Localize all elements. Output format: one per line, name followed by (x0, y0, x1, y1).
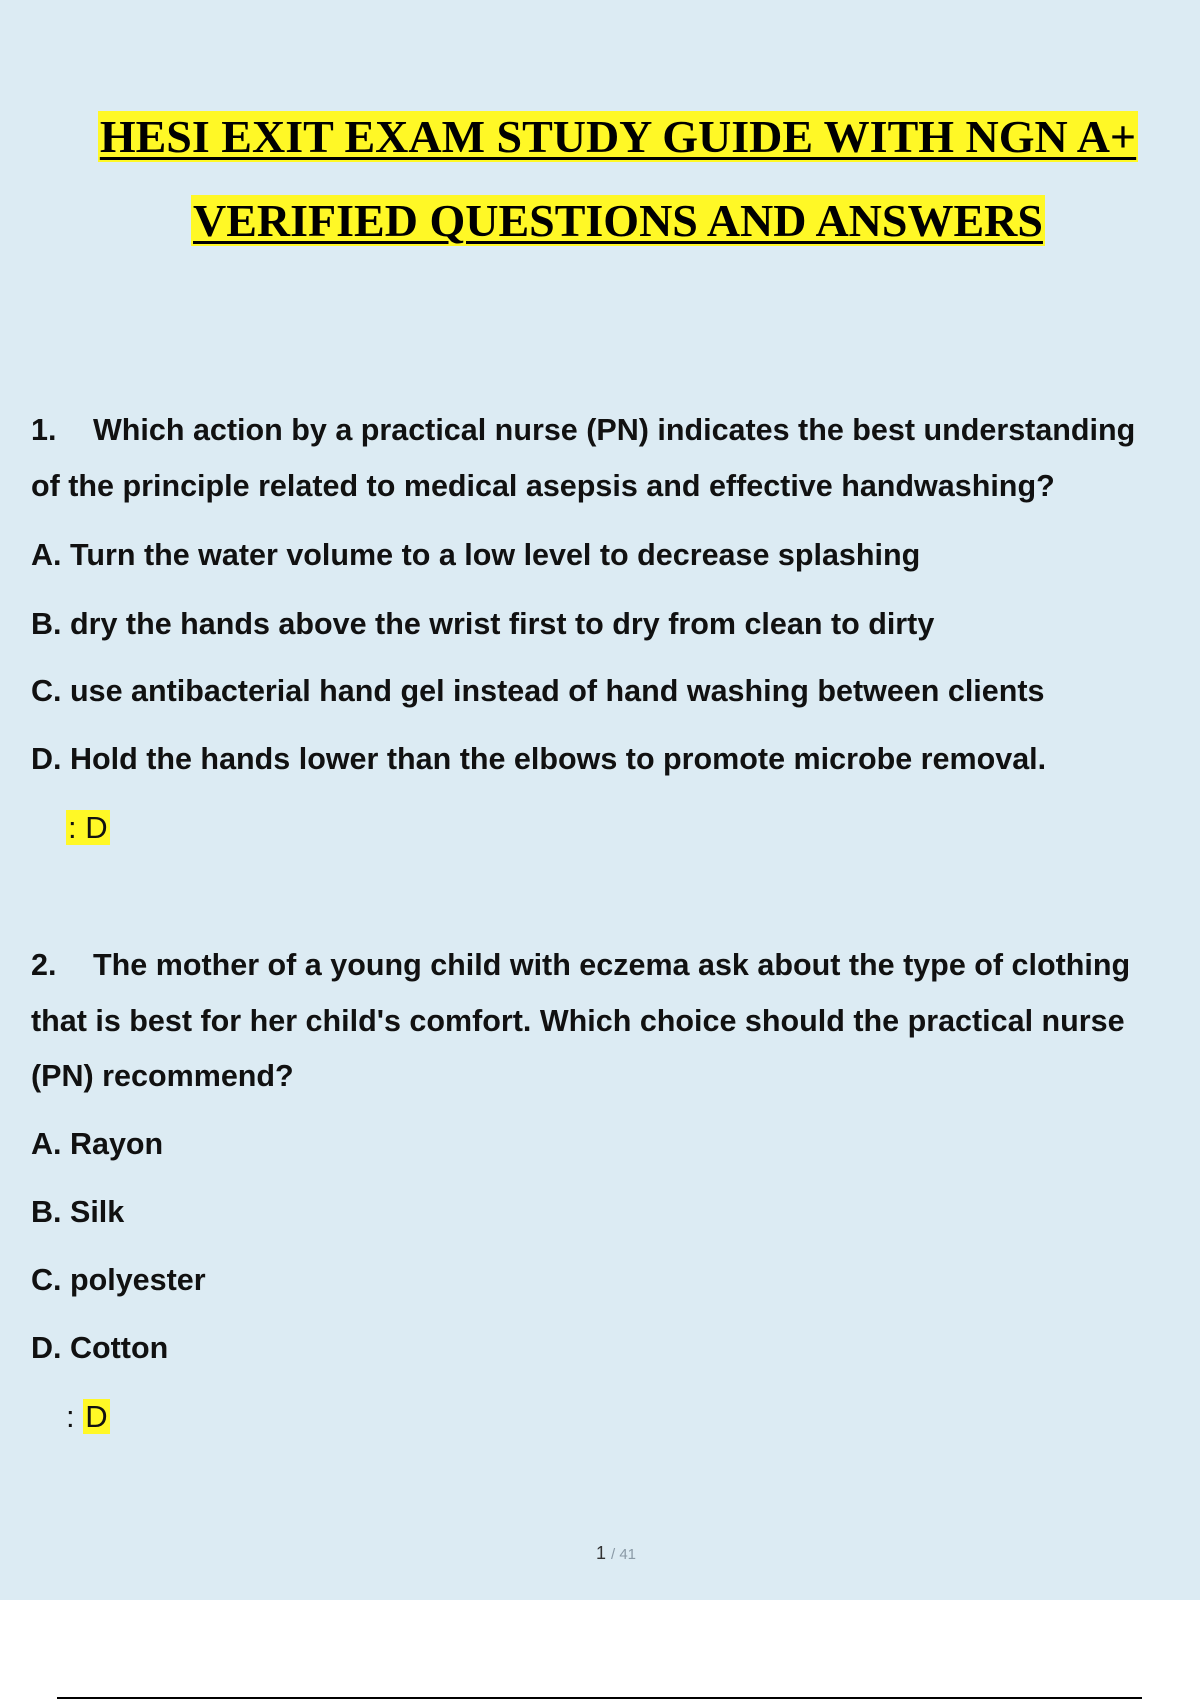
question-2-option-c: C. polyester (31, 1263, 206, 1297)
next-page-top-rule (57, 1697, 1142, 1699)
question-1-option-a: A. Turn the water volume to a low level to decrease splashing (31, 538, 921, 572)
question-1-answer (66, 810, 110, 846)
total-pages: / 41 (611, 1546, 637, 1563)
question-2-line-2: that is best for her child's comfort. Which choice should the practical nurse (31, 1004, 1125, 1038)
question-1-text-line-1 (31, 412, 1135, 448)
question-2-answer-highlight: D (85, 1399, 108, 1434)
question-2-option-a: A. Rayon (31, 1127, 164, 1161)
question-2-line-1: The mother of a young child with eczema ask about the type of clothing (93, 948, 1131, 982)
question-2-number: 2. (31, 948, 57, 982)
question-1-line-2: of the principle related to medical asepsis and effective handwashing? (31, 469, 1055, 503)
question-2-answer-prefix: : (66, 1399, 75, 1434)
question-2-option-d: D. Cotton (31, 1331, 169, 1365)
document-title-line-1 (18, 111, 1200, 163)
question-2-text-line-1 (31, 947, 1130, 983)
document-title-line-2 (18, 195, 1200, 247)
title-highlight-2: VERIFIED QUESTIONS AND ANSWERS (193, 195, 1043, 246)
question-1-option-b: B. dry the hands above the wrist first to dry from clean to dirty (31, 607, 935, 641)
question-1-line-1: Which action by a practical nurse (PN) indicates the best understanding (93, 413, 1136, 447)
question-2-answer (66, 1399, 110, 1435)
title-highlight-1: HESI EXIT EXAM STUDY GUIDE WITH NGN A+ (99, 111, 1137, 162)
current-page-number: 1 (595, 1543, 606, 1563)
question-2-line-3: (PN) recommend? (31, 1059, 294, 1093)
question-1-option-c: C. use antibacterial hand gel instead of hand washing between clients (31, 674, 1045, 708)
question-1-answer-highlight: : D (68, 810, 108, 845)
question-1-option-d: D. Hold the hands lower than the elbows to promote microbe removal. (31, 742, 1047, 776)
page-indicator (0, 1543, 1200, 1564)
question-1-number: 1. (31, 413, 57, 447)
question-2-option-b: B. Silk (31, 1195, 125, 1229)
